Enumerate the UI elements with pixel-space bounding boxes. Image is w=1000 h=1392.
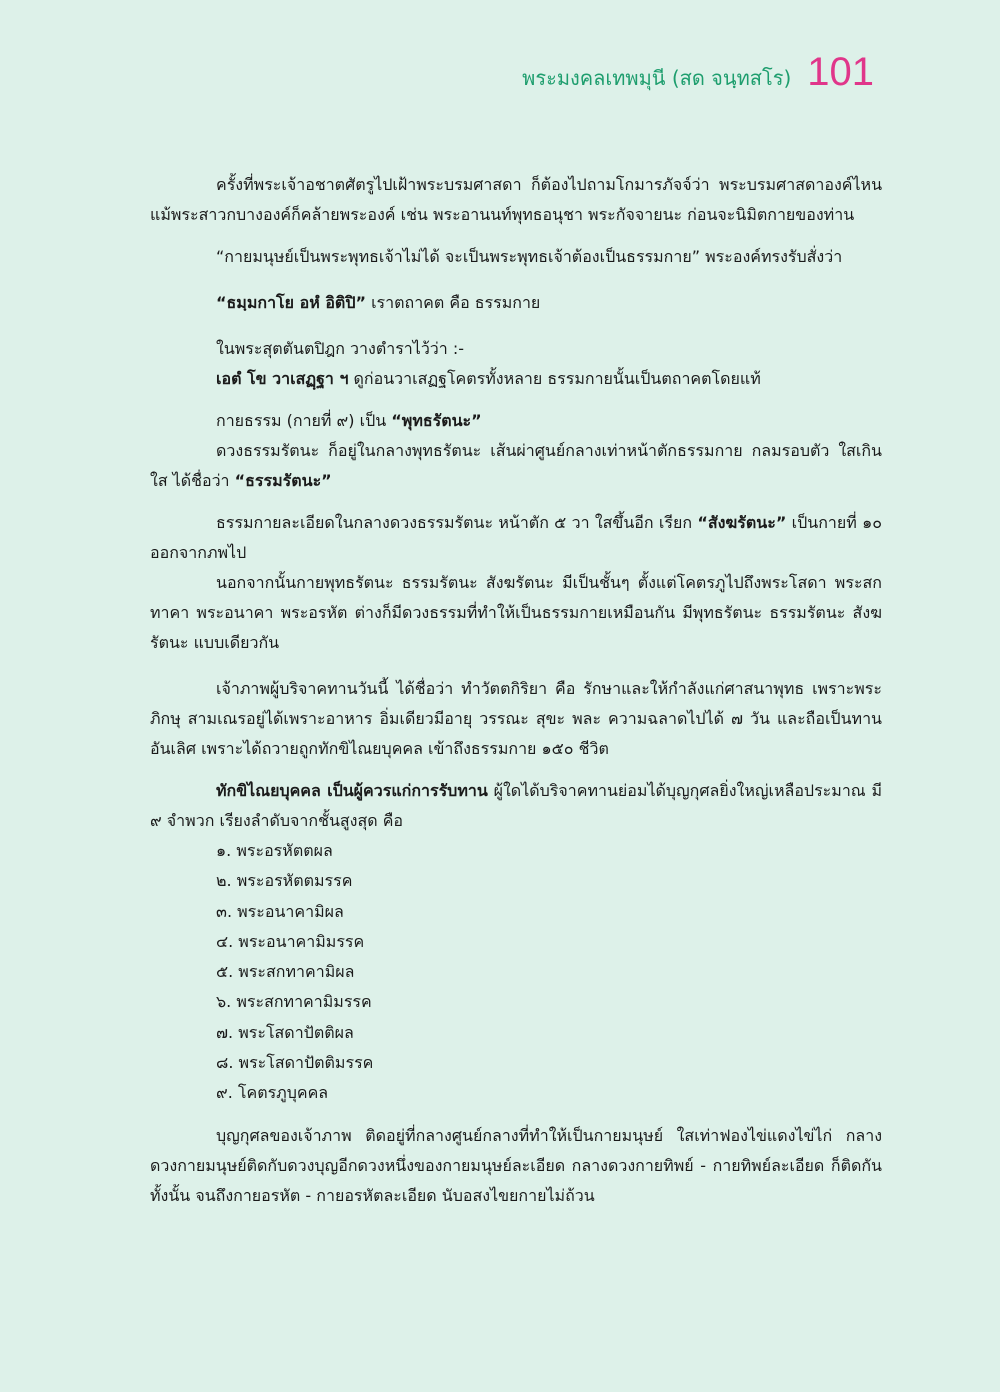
pali-quote-2: เอตํ โข วาเสฏฺฐา ฯ: [216, 369, 349, 388]
dhamma-ratana-term: “ธรรมรัตนะ”: [234, 471, 332, 490]
list-item: ๑. พระอรหัตตผล: [216, 841, 333, 860]
paragraph-8: [150, 508, 882, 568]
paragraph-8-text: ธรรมกายละเอียดในกลางดวงธรรมรัตนะ หน้าตัก ๕ วา ใสขึ้นอีก เรียก: [216, 513, 698, 532]
list-item: ๒. พระอรหัตตมรรค: [216, 871, 353, 891]
list-item: ๔. พระอนาคามิมรรค: [216, 931, 365, 951]
page-number: 101: [807, 50, 874, 94]
paragraph-3: [150, 288, 882, 318]
paragraph-7-text: ดวงธรรมรัตนะ ก็อยู่ในกลางพุทธรัตนะ เส้นผ่าศูนย์กลางเท่าหน้าตักธรรมกาย กลมรอบตัว ใสเกินใส ได้ชื่อว่า: [150, 441, 882, 490]
list-item: ๓. พระอนาคามิผล: [216, 901, 344, 921]
sangha-ratana-term: “สังฆรัตนะ”: [697, 513, 787, 532]
paragraph-6-text: กายธรรม (กายที่ ๙) เป็น: [216, 411, 392, 430]
paragraph-1: ครั้งที่พระเจ้าอชาตศัตรูไปเฝ้าพระบรมศาสดา ก็ต้องไปถามโกมารภัจจ์ว่า พระบรมศาสดาองค์ไหน แม้พระสาวกบางองค์ก็คล้ายพระองค์ เช่น พระอานนท์พุทธอนุชา พระกัจจายนะ ก่อนจะนิมิตกายของท่าน: [150, 175, 882, 224]
list-item: ๕. พระสกทาคามิผล: [216, 962, 355, 982]
page-body: [150, 170, 882, 1211]
paragraph-4: ในพระสุตตันตปิฎก วางตำราไว้ว่า :-: [216, 339, 465, 358]
paragraph-6: [150, 406, 882, 436]
list-item: ๗. พระโสดาปัตติผล: [216, 1022, 354, 1042]
paragraph-3-text: เราตถาคต คือ ธรรมกาย: [365, 293, 541, 312]
dakkhineyya-list: [150, 836, 882, 1109]
buddha-ratana-term: “พุทธรัตนะ”: [391, 411, 482, 430]
list-item: ๙. โคตรภูบุคคล: [216, 1083, 329, 1103]
pali-quote: “ธมฺมกาโย อหํ อิติปิ”: [216, 293, 366, 312]
paragraph-7: [150, 436, 882, 496]
paragraph-11: [150, 776, 882, 836]
paragraph-2: “กายมนุษย์เป็นพระพุทธเจ้าไม่ได้ จะเป็นพระพุทธเจ้าต้องเป็นธรรมกาย” พระองค์ทรงรับสั่งว่า: [216, 247, 843, 266]
dakkhineyya-heading: ทักขิไณยบุคคล เป็นผู้ควรแก่การรับทาน: [216, 781, 488, 800]
list-item: ๘. พระโสดาปัตติมรรค: [216, 1053, 374, 1073]
paragraph-5: [150, 364, 882, 394]
paragraph-8-tail: เป็นกายที่ ๑๐ ออกจากภพไป: [150, 513, 883, 562]
paragraph-9: นอกจากนั้นกายพุทธรัตนะ ธรรมรัตนะ สังฆรัตนะ มีเป็นชั้นๆ ตั้งแต่โคตรภูไปถึงพระโสดา พระสกทาคา พระอนาคา พระอรหัต ต่างก็มีดวงธรรมที่ทำให้เป็นธรรมกายเหมือนกัน มีพุทธรัตนะ ธรรมรัตนะ สังฆรัตนะ แบบเดียวกัน: [150, 573, 882, 652]
paragraph-12: บุญกุศลของเจ้าภาพ ติดอยู่ที่กลางศูนย์กลางที่ทำให้เป็นกายมนุษย์ ใสเท่าฟองไข่แดงไข่ไก่ กลางดวงกายมนุษย์ติดกับดวงบุญอีกดวงหนึ่งของกายมนุษย์ละเอียด กลางดวงกายทิพย์ - กายทิพย์ละเอียด ก็ติดกันทั้งนั้น จนถึงกายอรหัต - กายอรหัตละเอียด นับอสงไขยกายไม่ถ้วน: [150, 1125, 882, 1205]
list-item: ๖. พระสกทาคามิมรรค: [216, 992, 372, 1012]
paragraph-10: เจ้าภาพผู้บริจาคทานวันนี้ ได้ชื่อว่า ทำวัตตกิริยา คือ รักษาและให้กำลังแก่ศาสนาพุทธ เพราะพระภิกษุ สามเณรอยู่ได้เพราะอาหาร อิ่มเดียวมีอายุ วรรณะ สุขะ พละ ความฉลาดไปได้ ๗ วัน และถือเป็นทานอันเลิศ เพราะได้ถวายถูกทักขิไณยบุคคล เข้าถึงธรรมกาย ๑๕๐ ชีวิต: [150, 679, 882, 758]
running-title: พระมงคลเทพมุนี (สด จนฺทสโร): [522, 66, 792, 90]
paragraph-5-text: ดูก่อนวาเสฏฐโคตรทั้งหลาย ธรรมกายนั้นเป็นตถาคตโดยแท้: [348, 369, 761, 388]
paragraph-11-text: ผู้ใดได้บริจาคทานย่อมได้บุญกุศลยิ่งใหญ่เหลือประมาณ มี ๙ จำพวก เรียงลำดับจากชั้นสูงสุด คือ: [150, 781, 883, 830]
page-header: [522, 52, 874, 94]
